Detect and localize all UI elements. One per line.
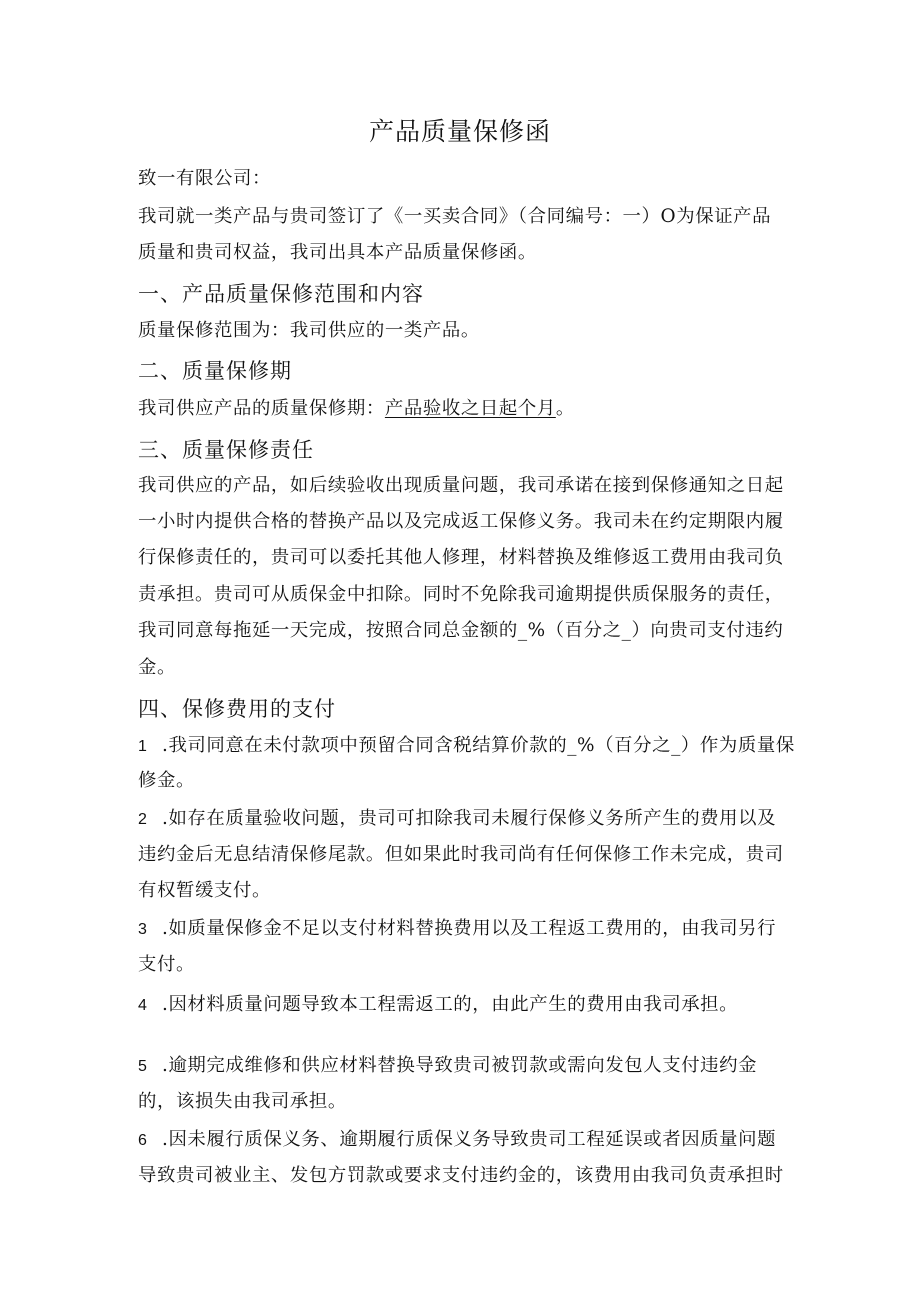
item-text: .如质量保修金不足以支付材料替换费用以及工程返工费用的，由我司另行 (162, 918, 777, 939)
item-4-line-1 (138, 992, 738, 1019)
item-number: 1 (138, 738, 148, 755)
item-number: 5 (138, 1058, 148, 1075)
item-number: 3 (138, 921, 148, 938)
item-text: .逾期完成维修和供应材料替换导致贵司被罚款或需向发包人支付违约金 (162, 1055, 758, 1076)
section-2-line (138, 396, 575, 422)
section-3-line-5: 我司同意每拖延一天完成，按照合同总金额的_%（百分之_）向贵司支付违约 (138, 620, 784, 641)
item-6-line-1 (138, 1127, 776, 1154)
section-4-heading: 四、保修费用的支付 (138, 697, 336, 721)
item-number: 6 (138, 1132, 148, 1149)
item-5-line-2: 的，该损失由我司承担。 (138, 1091, 347, 1112)
item-6-line-2: 导致贵司被业主、发包方罚款或要求支付违约金的，该费用由我司负责承担时 (138, 1165, 784, 1186)
warranty-period-label: 我司供应产品的质量保修期： (138, 398, 385, 419)
section-1-line-1: 质量保修范围为：我司供应的一类产品。 (138, 320, 480, 341)
item-number: 4 (138, 997, 148, 1014)
document-title: 产品质量保修函 (368, 117, 551, 146)
warranty-period-value: 产品验收之日起个月 (384, 398, 556, 419)
section-3-line-2: 一小时内提供合格的替换产品以及完成返工保修义务。我司未在约定期限内履 (138, 511, 784, 532)
item-5-line-1 (138, 1053, 757, 1080)
item-text: .我司同意在未付款项中预留合同含税结算价款的_%（百分之_）作为质量保 (162, 735, 795, 756)
item-text: .因未履行质保义务、逾期履行质保义务导致贵司工程延误或者因质量问题 (162, 1129, 777, 1150)
intro-line-1: 我司就一类产品与贵司签订了《一买卖合同》（合同编号：一）O为保证产品 (138, 206, 772, 227)
section-3-line-3: 行保修责任的，贵司可以委托其他人修理，材料替换及维修返工费用由我司负 (138, 547, 784, 568)
warranty-period-end: 。 (555, 398, 575, 419)
item-3-line-2: 支付。 (138, 954, 195, 975)
item-number: 2 (138, 811, 148, 828)
section-3-line-1: 我司供应的产品，如后续验收出现质量问题，我司承诺在接到保修通知之日起 (138, 475, 784, 496)
section-3-heading: 三、质量保修责任 (138, 438, 314, 462)
item-2-line-1 (138, 806, 776, 833)
item-3-line-1 (138, 916, 776, 943)
item-2-line-2: 违约金后无息结清保修尾款。但如果此时我司尚有任何保修工作未完成，贵司 (138, 844, 784, 865)
item-1-line-2: 修金。 (138, 770, 195, 791)
intro-line-2: 质量和贵司权益，我司出具本产品质量保修函。 (138, 242, 537, 263)
section-2-heading: 二、质量保修期 (138, 359, 292, 383)
item-text: .因材料质量问题导致本工程需返工的，由此产生的费用由我司承担。 (162, 994, 739, 1015)
item-text: .如存在质量验收问题，贵司可扣除我司未履行保修义务所产生的费用以及 (162, 808, 777, 829)
section-1-heading: 一、产品质量保修范围和内容 (138, 282, 424, 306)
greeting-line: 致一有限公司： (138, 168, 271, 189)
section-3-line-6: 金。 (138, 657, 176, 678)
item-2-line-3: 有权暂缓支付。 (138, 880, 271, 901)
item-1-line-1 (138, 733, 795, 760)
section-3-line-4: 责承担。贵司可从质保金中扣除。同时不免除我司逾期提供质保服务的责任， (138, 584, 784, 605)
